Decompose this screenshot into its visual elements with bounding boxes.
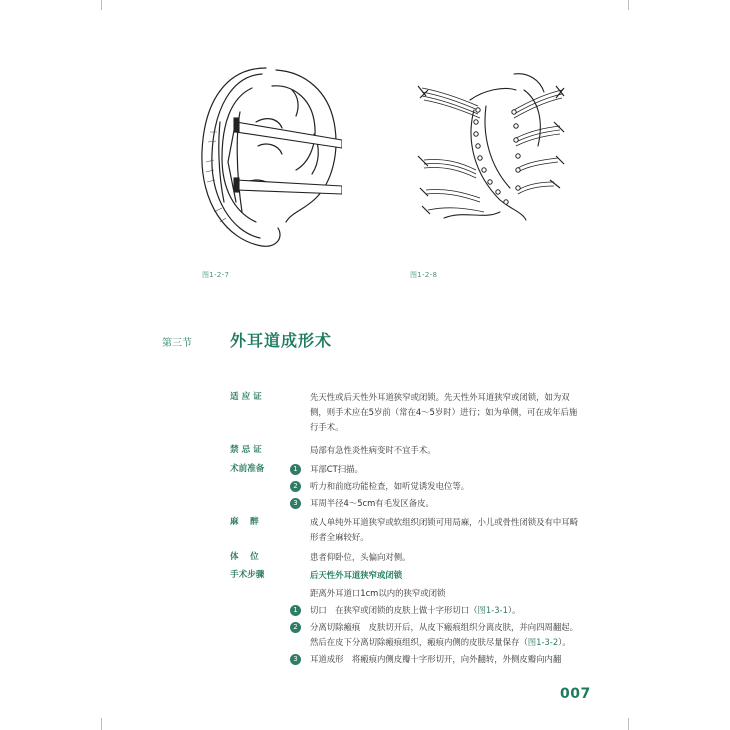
- indication-label: 适 应 证: [230, 392, 262, 402]
- preop-item: 耳周半径4～5cm有毛发区备皮。: [310, 498, 434, 508]
- figure-reference: 图1-3-2: [527, 637, 559, 647]
- crop-mark: [628, 0, 629, 10]
- step-marker: 3: [290, 654, 301, 665]
- step-text: 耳道成形 将瘢痕内侧皮瓣十字形切开，向外翻转，外侧皮瓣向内翻: [310, 654, 562, 664]
- figure-suture-illustration: [404, 70, 582, 236]
- figure-reference: 图1-3-1: [477, 605, 508, 615]
- step-text-tail: ）。: [558, 637, 571, 647]
- position-text: 患者仰卧位，头偏向对侧。: [310, 552, 411, 562]
- figure-caption: 图1-2-7: [202, 271, 230, 279]
- section-number: 第三节: [162, 338, 192, 349]
- preop-label: 术前准备: [230, 464, 265, 474]
- step-item: [310, 603, 582, 618]
- figure-caption: 图1-2-8: [410, 271, 438, 279]
- step-marker: 1: [290, 605, 301, 616]
- steps-label: 手术步骤: [230, 570, 265, 580]
- step-item: [310, 652, 582, 667]
- position-label: 体 位: [230, 552, 259, 562]
- crop-mark: [101, 0, 102, 10]
- preop-item: 听力和前庭功能检查，如听觉诱发电位等。: [310, 481, 470, 491]
- contraindication-text: 局部有急性炎性病变时不宜手术。: [310, 445, 436, 455]
- step-marker: 3: [290, 498, 301, 509]
- page-number: 007: [560, 686, 591, 702]
- steps-intro: 距离外耳道口1cm以内的狭窄或闭锁: [310, 588, 446, 598]
- step-text-tail: ）。: [507, 605, 521, 615]
- indication-text: 先天性或后天性外耳道狭窄或闭锁。先天性外耳道狭窄或闭锁，如为双侧，则手术应在5岁前（常在4～5岁时）进行；如为单侧，可在成年后施行手术。: [310, 392, 578, 432]
- step-marker: 2: [290, 622, 301, 633]
- step-marker: 2: [290, 481, 301, 492]
- step-text: 分离切除瘢痕 皮肤切开后，从皮下瘢痕组织分离皮肤，并向四周翻起。然后在皮下分离切除瘢痕组织，瘢痕内侧的皮肤尽量保存（: [310, 622, 578, 647]
- step-marker: 1: [290, 464, 301, 475]
- figure-ear-retractor-illustration: [196, 62, 342, 252]
- step-item: [310, 620, 582, 650]
- contraindication-label: 禁 忌 证: [230, 445, 262, 455]
- section-title: 外耳道成形术: [230, 331, 333, 350]
- crop-mark: [628, 718, 629, 730]
- crop-mark: [101, 718, 102, 730]
- step-text: 切口 在狭窄或闭锁的皮肤上做十字形切口（: [310, 605, 478, 615]
- steps-subhead: 后天性外耳道狭窄或闭锁: [310, 570, 403, 580]
- preop-item: 耳部CT扫描。: [310, 464, 363, 474]
- anesthesia-label: 麻 醉: [230, 517, 259, 527]
- anesthesia-text: 成人单纯外耳道狭窄或软组织闭锁可用局麻，小儿或骨性闭锁及有中耳畸形者全麻较好。: [310, 517, 578, 542]
